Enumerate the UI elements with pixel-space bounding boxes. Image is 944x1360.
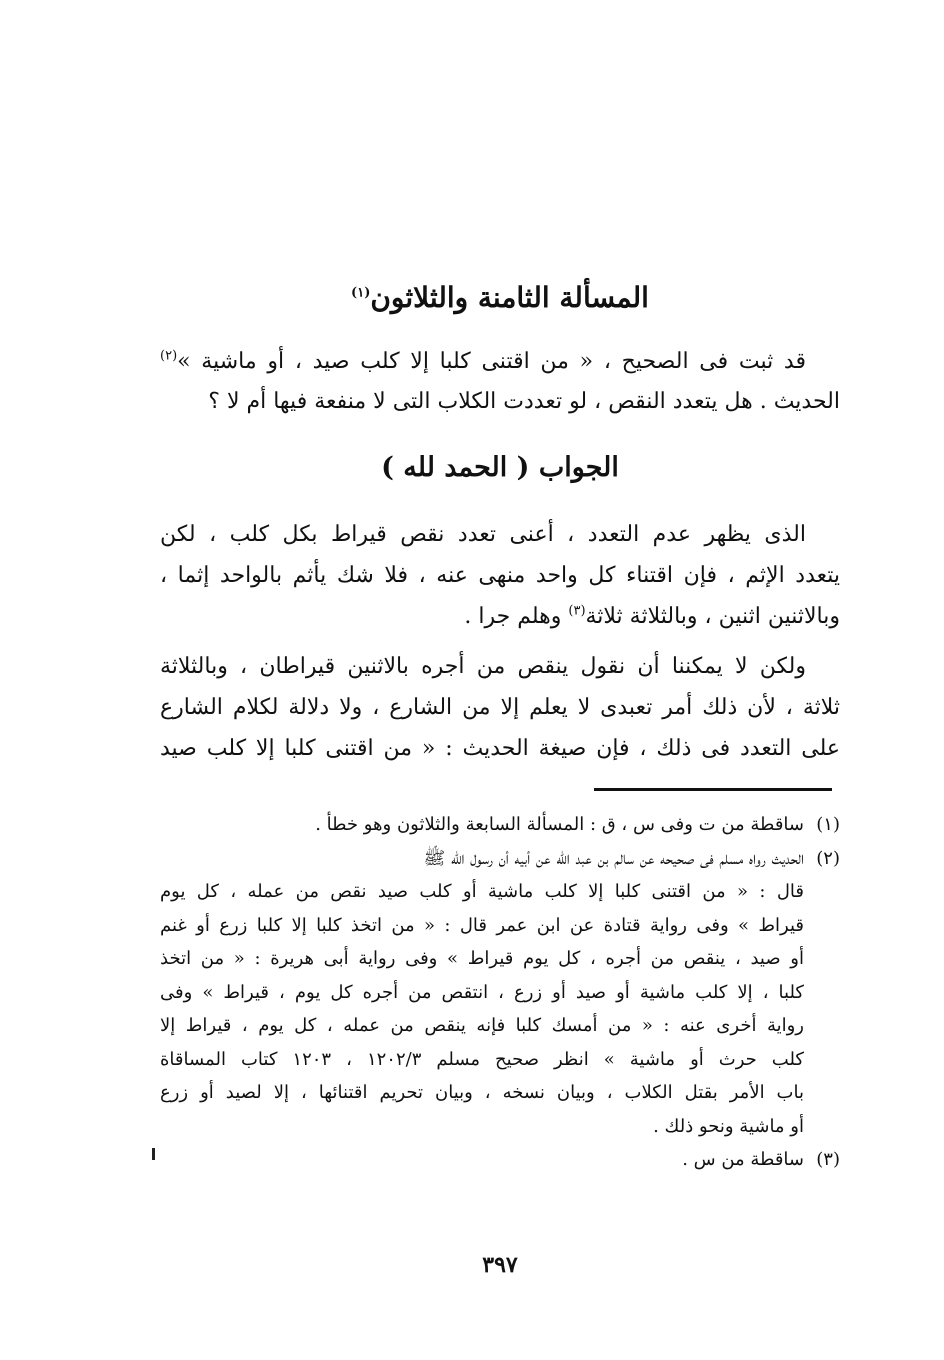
answer-paragraph-2 [160, 646, 840, 769]
footnote-line: قال : « من اقتنى كلبا إلا كلب ماشية أو كلب صيد نقص من عمله ، كل يوم [160, 881, 804, 902]
footnote-number: (٢) [816, 847, 840, 869]
footnote-line: رواية أخرى عنه : « من أمسك كلبا فإنه ينقص من عمله ، كل يوم ، قيراط إلا [160, 1015, 804, 1036]
paragraph-line: يتعدد الإثم ، فإن اقتناء كل واحد منهى عنه ، فلا شك يأثم بالواحد إثما ، [160, 563, 840, 588]
margin-mark [152, 1148, 155, 1160]
answer-paragraph-1 [160, 514, 840, 637]
footnote-text: ساقطة من س . [682, 1149, 804, 1170]
footnotes [160, 808, 840, 1177]
footnote-2 [160, 842, 840, 876]
footnote-line: باب الأمر بقتل الكلاب ، وبيان نسخه ، وبيان تحريم اقتنائها ، إلا لصيد أو زرع [160, 1082, 804, 1103]
paragraph-line-text: وهلم جرا . [464, 604, 569, 629]
question-line [160, 342, 840, 382]
page-number: ٣٩٧ [482, 1252, 518, 1278]
section-title-text: المسألة الثامنة والثلاثون [370, 281, 649, 314]
paragraph-line [160, 596, 840, 637]
paragraph-line: ثلاثة ، لأن ذلك أمر تعبدى لا يعلم إلا من الشارع ، ولا دلالة لكلام الشارع [160, 695, 840, 720]
footnote-ref-1: (١) [351, 285, 371, 301]
footnote-1 [160, 808, 840, 842]
paragraph-line: الذى يظهر عدم التعدد ، أعنى تعدد نقص قيراط بكل كلب ، لكن [160, 522, 806, 547]
footnote-3 [160, 1143, 840, 1177]
footnote-number: (٣) [816, 1149, 840, 1170]
footnote-text: ساقطة من ت وفى س ، ق : المسألة السابعة والثلاثون وهو خطأ . [315, 814, 804, 835]
paragraph-line: على التعدد فى ذلك ، فإن صيغة الحديث : « من اقتنى كلبا إلا كلب صيد [160, 736, 840, 761]
section-title [160, 270, 840, 326]
question-line-text: قد ثبت فى الصحيح ، « من اقتنى كلبا إلا كلب صيد ، أو ماشية » [177, 349, 806, 374]
footnote-line: أو صيد ، ينقص من أجره ، كل يوم قيراط » وفى رواية أبى هريرة : « من اتخذ [160, 948, 804, 969]
footnote-line: قيراط » وفى رواية قتادة عن ابن عمر قال : « من اتخذ كلبا إلا كلبا زرع أو غنم [160, 914, 804, 936]
answer-heading: الجواب ( الحمد لله ) [381, 452, 619, 483]
question-line: الحديث . هل يتعدد النقص ، لو تعددت الكلاب التى لا منفعة فيها أم لا ؟ [208, 389, 840, 414]
paragraph-line: ولكن لا يمكننا أن نقول ينقص من أجره بالاثنين قيراطان ، وبالثلاثة [160, 654, 806, 679]
footnote-number: (١) [816, 814, 840, 835]
footnote-line: أو ماشية ونحو ذلك . [653, 1115, 804, 1137]
footnote-separator [594, 788, 832, 791]
footnote-ref-2: (٢) [160, 348, 178, 364]
question-paragraph [160, 342, 840, 422]
footnote-line: كلبا ، إلا كلب ماشية أو صيد أو زرع ، انتقص من أجره كل يوم ، قيراط » وفى [160, 981, 804, 1003]
paragraph-line-text: وبالاثنين اثنين ، وبالثلاثة ثلاثة [585, 604, 840, 629]
footnote-text: الحديث رواه مسلم فى صحيحه عن سالم بن عبد الله عن أبيه أن رسول الله ﷺ [423, 847, 804, 869]
footnote-ref-3: (٣) [568, 603, 586, 619]
footnote-line: كلب حرث أو ماشية » انظر صحيح مسلم ١٢٠٢/٣ ، ١٢٠٣ كتاب المساقاة [160, 1048, 805, 1070]
